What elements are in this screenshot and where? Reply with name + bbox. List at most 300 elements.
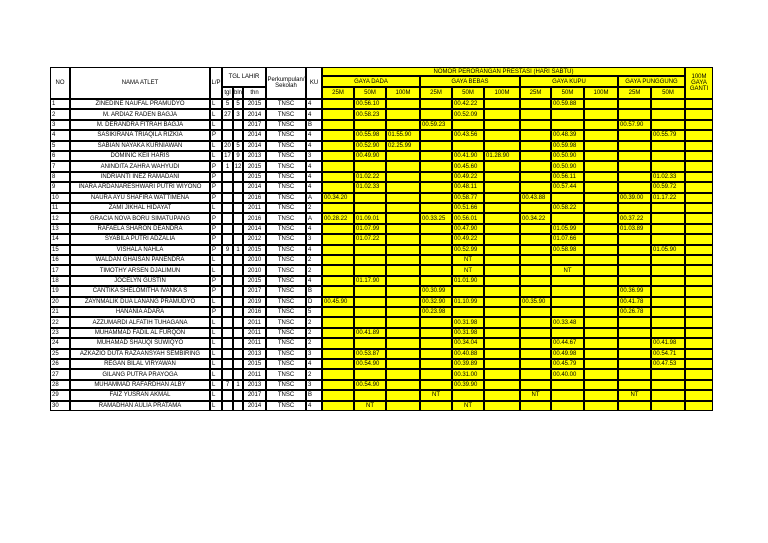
club: TNSC — [266, 182, 306, 192]
time-b50: 00.42.22 — [452, 99, 484, 109]
time-k100 — [584, 338, 618, 348]
time-b50: NT — [452, 401, 484, 411]
time-k25: 00.35.90 — [520, 297, 551, 307]
time-b100 — [484, 109, 520, 119]
time-d50: 00.55.98 — [354, 130, 386, 140]
birth-month — [233, 338, 243, 348]
athlete-name: INARA ARDANARESHWARI PUTRI WIYONO — [70, 182, 210, 192]
birth-month — [233, 286, 243, 296]
birth-year: 2016 — [243, 307, 266, 317]
time-k50: 00.56.11 — [551, 172, 584, 182]
time-b50: 00.31.98 — [452, 328, 484, 338]
time-gaya-ganti — [685, 120, 713, 130]
birth-year: 2016 — [243, 213, 266, 223]
time-gaya-ganti — [685, 369, 713, 379]
time-p50: 00.59.72 — [651, 182, 685, 192]
gender: L — [210, 99, 222, 109]
time-gaya-ganti — [685, 286, 713, 296]
time-k50: 00.44.67 — [551, 338, 584, 348]
age-group: 2 — [306, 255, 322, 265]
age-group: A — [306, 213, 322, 223]
time-gaya-ganti — [685, 182, 713, 192]
time-d50: 00.49.90 — [354, 151, 386, 161]
birth-month: 12 — [233, 161, 243, 171]
time-k100 — [584, 151, 618, 161]
birth-day: 17 — [222, 151, 233, 161]
club: TNSC — [266, 99, 306, 109]
time-k100 — [584, 401, 618, 411]
birth-month — [233, 130, 243, 140]
time-k50: 01.07.66 — [551, 234, 584, 244]
row-no: 22 — [50, 317, 70, 327]
time-p25 — [618, 338, 651, 348]
time-p25 — [618, 328, 651, 338]
time-b100 — [484, 234, 520, 244]
age-group: 4 — [306, 224, 322, 234]
time-d25 — [322, 161, 354, 171]
time-p25 — [618, 141, 651, 151]
col-header-b25: 25M — [420, 87, 452, 99]
time-k25 — [520, 276, 551, 286]
time-b100 — [484, 161, 520, 171]
time-b25 — [420, 193, 452, 203]
time-k25 — [520, 286, 551, 296]
birth-day — [222, 307, 233, 317]
time-p50 — [651, 286, 685, 296]
col-header-gaya-punggung: GAYA PUNGGUNG — [618, 76, 685, 87]
time-d50: 00.52.90 — [354, 141, 386, 151]
gender: L — [210, 359, 222, 369]
row-no: 16 — [50, 255, 70, 265]
gender: P — [210, 161, 222, 171]
time-k25 — [520, 182, 551, 192]
time-d25: 00.45.90 — [322, 297, 354, 307]
time-k50: 00.49.98 — [551, 349, 584, 359]
time-k25 — [520, 255, 551, 265]
time-k50 — [551, 255, 584, 265]
time-d25 — [322, 203, 354, 213]
gender: P — [210, 130, 222, 140]
athlete-name: NAURA AYU SHAFIRA WATTIMENA — [70, 193, 210, 203]
time-b100 — [484, 99, 520, 109]
time-p25 — [618, 203, 651, 213]
time-d25 — [322, 172, 354, 182]
athlete-name: MUHAMAD SHAUQI SUWIQYO — [70, 338, 210, 348]
time-d100 — [386, 255, 420, 265]
row-no: 27 — [50, 369, 70, 379]
club: TNSC — [266, 307, 306, 317]
time-d25 — [322, 307, 354, 317]
row-no: 6 — [50, 151, 70, 161]
time-k100 — [584, 390, 618, 400]
birth-day — [222, 286, 233, 296]
col-header-gaya-kupu: GAYA KUPU — [520, 76, 618, 87]
time-p50 — [651, 120, 685, 130]
time-b50: 00.51.66 — [452, 203, 484, 213]
time-gaya-ganti — [685, 234, 713, 244]
time-d50: 00.41.89 — [354, 328, 386, 338]
birth-year: 2014 — [243, 224, 266, 234]
time-b25 — [420, 401, 452, 411]
time-b100 — [484, 255, 520, 265]
time-b25 — [420, 328, 452, 338]
time-d50 — [354, 390, 386, 400]
row-no: 1 — [50, 99, 70, 109]
time-b50 — [452, 390, 484, 400]
gender: P — [210, 286, 222, 296]
birth-year: 2011 — [243, 317, 266, 327]
time-b25 — [420, 234, 452, 244]
time-d50 — [354, 297, 386, 307]
row-no: 3 — [50, 120, 70, 130]
time-d50 — [354, 161, 386, 171]
row-no: 20 — [50, 297, 70, 307]
time-k25 — [520, 245, 551, 255]
athlete-name: MUHAMMAD FADIL AL FURQON — [70, 328, 210, 338]
gender: L — [210, 141, 222, 151]
birth-month — [233, 359, 243, 369]
time-d100 — [386, 172, 420, 182]
row-no: 29 — [50, 390, 70, 400]
birth-day — [222, 203, 233, 213]
time-b100 — [484, 172, 520, 182]
row-no: 13 — [50, 224, 70, 234]
time-b50: 00.41.90 — [452, 151, 484, 161]
time-gaya-ganti — [685, 151, 713, 161]
col-header-tgl: tgl — [222, 87, 233, 99]
time-d50 — [354, 338, 386, 348]
age-group: 5 — [306, 307, 322, 317]
col-header-d25: 25M — [322, 87, 354, 99]
birth-day — [222, 390, 233, 400]
time-p50: 00.47.53 — [651, 359, 685, 369]
col-header-k25: 25M — [520, 87, 551, 99]
club: TNSC — [266, 328, 306, 338]
birth-month — [233, 401, 243, 411]
time-d100 — [386, 276, 420, 286]
birth-year: 2017 — [243, 286, 266, 296]
time-b25: 00.59.23 — [420, 120, 452, 130]
time-k100 — [584, 120, 618, 130]
row-no: 19 — [50, 286, 70, 296]
time-p50: 00.55.79 — [651, 130, 685, 140]
time-b50: 00.31.00 — [452, 369, 484, 379]
age-group: B — [306, 390, 322, 400]
athlete-name: FAIZ YUSRAN AKMAL — [70, 390, 210, 400]
gender: L — [210, 120, 222, 130]
row-no: 4 — [50, 130, 70, 140]
club: TNSC — [266, 255, 306, 265]
time-d50 — [354, 120, 386, 130]
age-group: 3 — [306, 349, 322, 359]
time-gaya-ganti — [685, 172, 713, 182]
time-d50: 01.02.22 — [354, 172, 386, 182]
time-b50: 00.58.77 — [452, 193, 484, 203]
time-d100 — [386, 369, 420, 379]
athlete-name: RAMADHAN AULIA PRATAMA — [70, 401, 210, 411]
row-no: 5 — [50, 141, 70, 151]
time-d100 — [386, 401, 420, 411]
time-k100 — [584, 213, 618, 223]
time-k100 — [584, 130, 618, 140]
time-p50 — [651, 390, 685, 400]
age-group: 4 — [306, 359, 322, 369]
club: TNSC — [266, 172, 306, 182]
birth-day — [222, 130, 233, 140]
time-b100 — [484, 141, 520, 151]
gender: P — [210, 172, 222, 182]
time-d100 — [386, 99, 420, 109]
birth-day — [222, 369, 233, 379]
time-d25 — [322, 317, 354, 327]
time-d100 — [386, 224, 420, 234]
club: TNSC — [266, 317, 306, 327]
time-b100: 01.28.90 — [484, 151, 520, 161]
time-gaya-ganti — [685, 338, 713, 348]
gender: P — [210, 193, 222, 203]
time-d50: 01.02.33 — [354, 182, 386, 192]
time-p50 — [651, 151, 685, 161]
birth-day — [222, 234, 233, 244]
birth-month — [233, 349, 243, 359]
time-gaya-ganti — [685, 390, 713, 400]
club: TNSC — [266, 151, 306, 161]
birth-day: 20 — [222, 141, 233, 151]
time-d50: 01.09.01 — [354, 213, 386, 223]
time-p50 — [651, 307, 685, 317]
time-k25 — [520, 328, 551, 338]
athlete-name: DOMINIC KEII HARIS — [70, 151, 210, 161]
time-k100 — [584, 307, 618, 317]
time-p25: 00.39.00 — [618, 193, 651, 203]
time-p25 — [618, 130, 651, 140]
col-header-no: NO — [50, 67, 70, 99]
athlete-name: JOCELYN GUSTIN — [70, 276, 210, 286]
time-p25: 00.57.90 — [618, 120, 651, 130]
gender: L — [210, 328, 222, 338]
birth-month: 5 — [233, 99, 243, 109]
age-group: 2 — [306, 203, 322, 213]
row-no: 9 — [50, 182, 70, 192]
birth-day — [222, 224, 233, 234]
age-group: D — [306, 297, 322, 307]
athlete-name: RAFAELA SHARON DEANDRA — [70, 224, 210, 234]
col-header-perkumpulan: Perkumpulan/ Sekolah — [266, 67, 306, 99]
birth-month — [233, 390, 243, 400]
age-group: 2 — [306, 265, 322, 275]
time-d25: 00.28.22 — [322, 213, 354, 223]
time-p50: 00.41.98 — [651, 338, 685, 348]
athlete-name: MUHAMMAD RAFARDHAN ALBY — [70, 380, 210, 390]
time-b100 — [484, 359, 520, 369]
time-gaya-ganti — [685, 265, 713, 275]
birth-month — [233, 328, 243, 338]
birth-year: 2015 — [243, 99, 266, 109]
birth-year: 2014 — [243, 109, 266, 119]
club: TNSC — [266, 193, 306, 203]
col-header-gaya-bebas: GAYA BEBAS — [420, 76, 520, 87]
birth-month — [233, 234, 243, 244]
birth-month — [233, 255, 243, 265]
time-d100 — [386, 109, 420, 119]
birth-month: 5 — [233, 141, 243, 151]
time-d100 — [386, 286, 420, 296]
time-p50 — [651, 234, 685, 244]
time-k50: 00.58.98 — [551, 245, 584, 255]
time-p50 — [651, 369, 685, 379]
time-d50: 01.07.99 — [354, 224, 386, 234]
gender: L — [210, 401, 222, 411]
time-d25 — [322, 245, 354, 255]
birth-year: 2015 — [243, 245, 266, 255]
col-header-k100: 100M — [584, 87, 618, 99]
time-b50: 00.52.09 — [452, 109, 484, 119]
time-d100 — [386, 317, 420, 327]
time-b50: 00.31.98 — [452, 317, 484, 327]
time-k50: 00.48.39 — [551, 130, 584, 140]
time-p50: 01.02.33 — [651, 172, 685, 182]
club: TNSC — [266, 213, 306, 223]
time-p25 — [618, 245, 651, 255]
birth-month — [233, 203, 243, 213]
time-d25 — [322, 338, 354, 348]
row-no: 2 — [50, 109, 70, 119]
time-b25 — [420, 141, 452, 151]
time-p50 — [651, 401, 685, 411]
time-d100 — [386, 338, 420, 348]
time-p25 — [618, 369, 651, 379]
birth-year: 2014 — [243, 130, 266, 140]
time-p25: 00.41.78 — [618, 297, 651, 307]
row-no: 21 — [50, 307, 70, 317]
time-k100 — [584, 286, 618, 296]
col-header-ku: KU — [306, 67, 322, 99]
time-k100 — [584, 328, 618, 338]
birth-month: 9 — [233, 151, 243, 161]
time-b25 — [420, 359, 452, 369]
time-p25 — [618, 265, 651, 275]
time-p25 — [618, 349, 651, 359]
time-b25 — [420, 130, 452, 140]
age-group: B — [306, 120, 322, 130]
time-b25 — [420, 380, 452, 390]
age-group: 3 — [306, 151, 322, 161]
birth-month — [233, 276, 243, 286]
birth-year: 2014 — [243, 141, 266, 151]
birth-year: 2013 — [243, 151, 266, 161]
birth-month — [233, 193, 243, 203]
time-p50 — [651, 276, 685, 286]
col-header-b100: 100M — [484, 87, 520, 99]
time-gaya-ganti — [685, 161, 713, 171]
time-k100 — [584, 369, 618, 379]
time-k100 — [584, 255, 618, 265]
gender: L — [210, 317, 222, 327]
time-gaya-ganti — [685, 255, 713, 265]
time-b100 — [484, 213, 520, 223]
time-k50: 00.59.88 — [551, 99, 584, 109]
row-no: 14 — [50, 234, 70, 244]
time-p50 — [651, 380, 685, 390]
birth-day — [222, 317, 233, 327]
age-group: 4 — [306, 109, 322, 119]
age-group: 4 — [306, 141, 322, 151]
time-p50 — [651, 255, 685, 265]
time-b50: 01.10.99 — [452, 297, 484, 307]
time-k25 — [520, 349, 551, 359]
time-b25: NT — [420, 390, 452, 400]
time-b100 — [484, 349, 520, 359]
time-b100 — [484, 203, 520, 213]
time-k100 — [584, 359, 618, 369]
time-b25 — [420, 349, 452, 359]
time-d100 — [386, 120, 420, 130]
gender: L — [210, 151, 222, 161]
time-k100 — [584, 161, 618, 171]
birth-day — [222, 297, 233, 307]
time-k25 — [520, 203, 551, 213]
athlete-name: TIMOTHY ARSEN DJALIMUN — [70, 265, 210, 275]
time-gaya-ganti — [685, 328, 713, 338]
age-group: 4 — [306, 401, 322, 411]
time-d25 — [322, 182, 354, 192]
age-group: 2 — [306, 369, 322, 379]
time-d100 — [386, 182, 420, 192]
time-k25 — [520, 401, 551, 411]
time-b100 — [484, 193, 520, 203]
time-d50: 01.17.90 — [354, 276, 386, 286]
time-d100 — [386, 380, 420, 390]
time-k25 — [520, 338, 551, 348]
club: TNSC — [266, 359, 306, 369]
athlete-name: REGAN BILAL VIRYAWAN — [70, 359, 210, 369]
club: TNSC — [266, 297, 306, 307]
athlete-name: WALDAN GHAISAN PANENDRA — [70, 255, 210, 265]
age-group: 3 — [306, 380, 322, 390]
row-no: 12 — [50, 213, 70, 223]
row-no: 8 — [50, 172, 70, 182]
age-group: 2 — [306, 338, 322, 348]
time-k50: 00.50.90 — [551, 161, 584, 171]
time-k50: 00.50.90 — [551, 151, 584, 161]
row-no: 30 — [50, 401, 70, 411]
birth-year: 2011 — [243, 338, 266, 348]
time-d100 — [386, 328, 420, 338]
time-p50 — [651, 297, 685, 307]
row-no: 15 — [50, 245, 70, 255]
time-b100 — [484, 224, 520, 234]
time-k100 — [584, 380, 618, 390]
time-k25 — [520, 172, 551, 182]
row-no: 26 — [50, 359, 70, 369]
col-header-lp: L/P — [210, 67, 222, 99]
time-b50: 00.45.60 — [452, 161, 484, 171]
birth-month — [233, 307, 243, 317]
time-p50 — [651, 317, 685, 327]
birth-day — [222, 359, 233, 369]
time-d25 — [322, 255, 354, 265]
time-b100 — [484, 338, 520, 348]
time-d25 — [322, 401, 354, 411]
athlete-name: AZZUMARDI ALFATIH TUHAGANA — [70, 317, 210, 327]
time-d100 — [386, 349, 420, 359]
time-b100 — [484, 286, 520, 296]
time-b50: 00.34.04 — [452, 338, 484, 348]
time-b25 — [420, 109, 452, 119]
time-b50 — [452, 307, 484, 317]
time-d50 — [354, 203, 386, 213]
col-header-d50: 50M — [354, 87, 386, 99]
